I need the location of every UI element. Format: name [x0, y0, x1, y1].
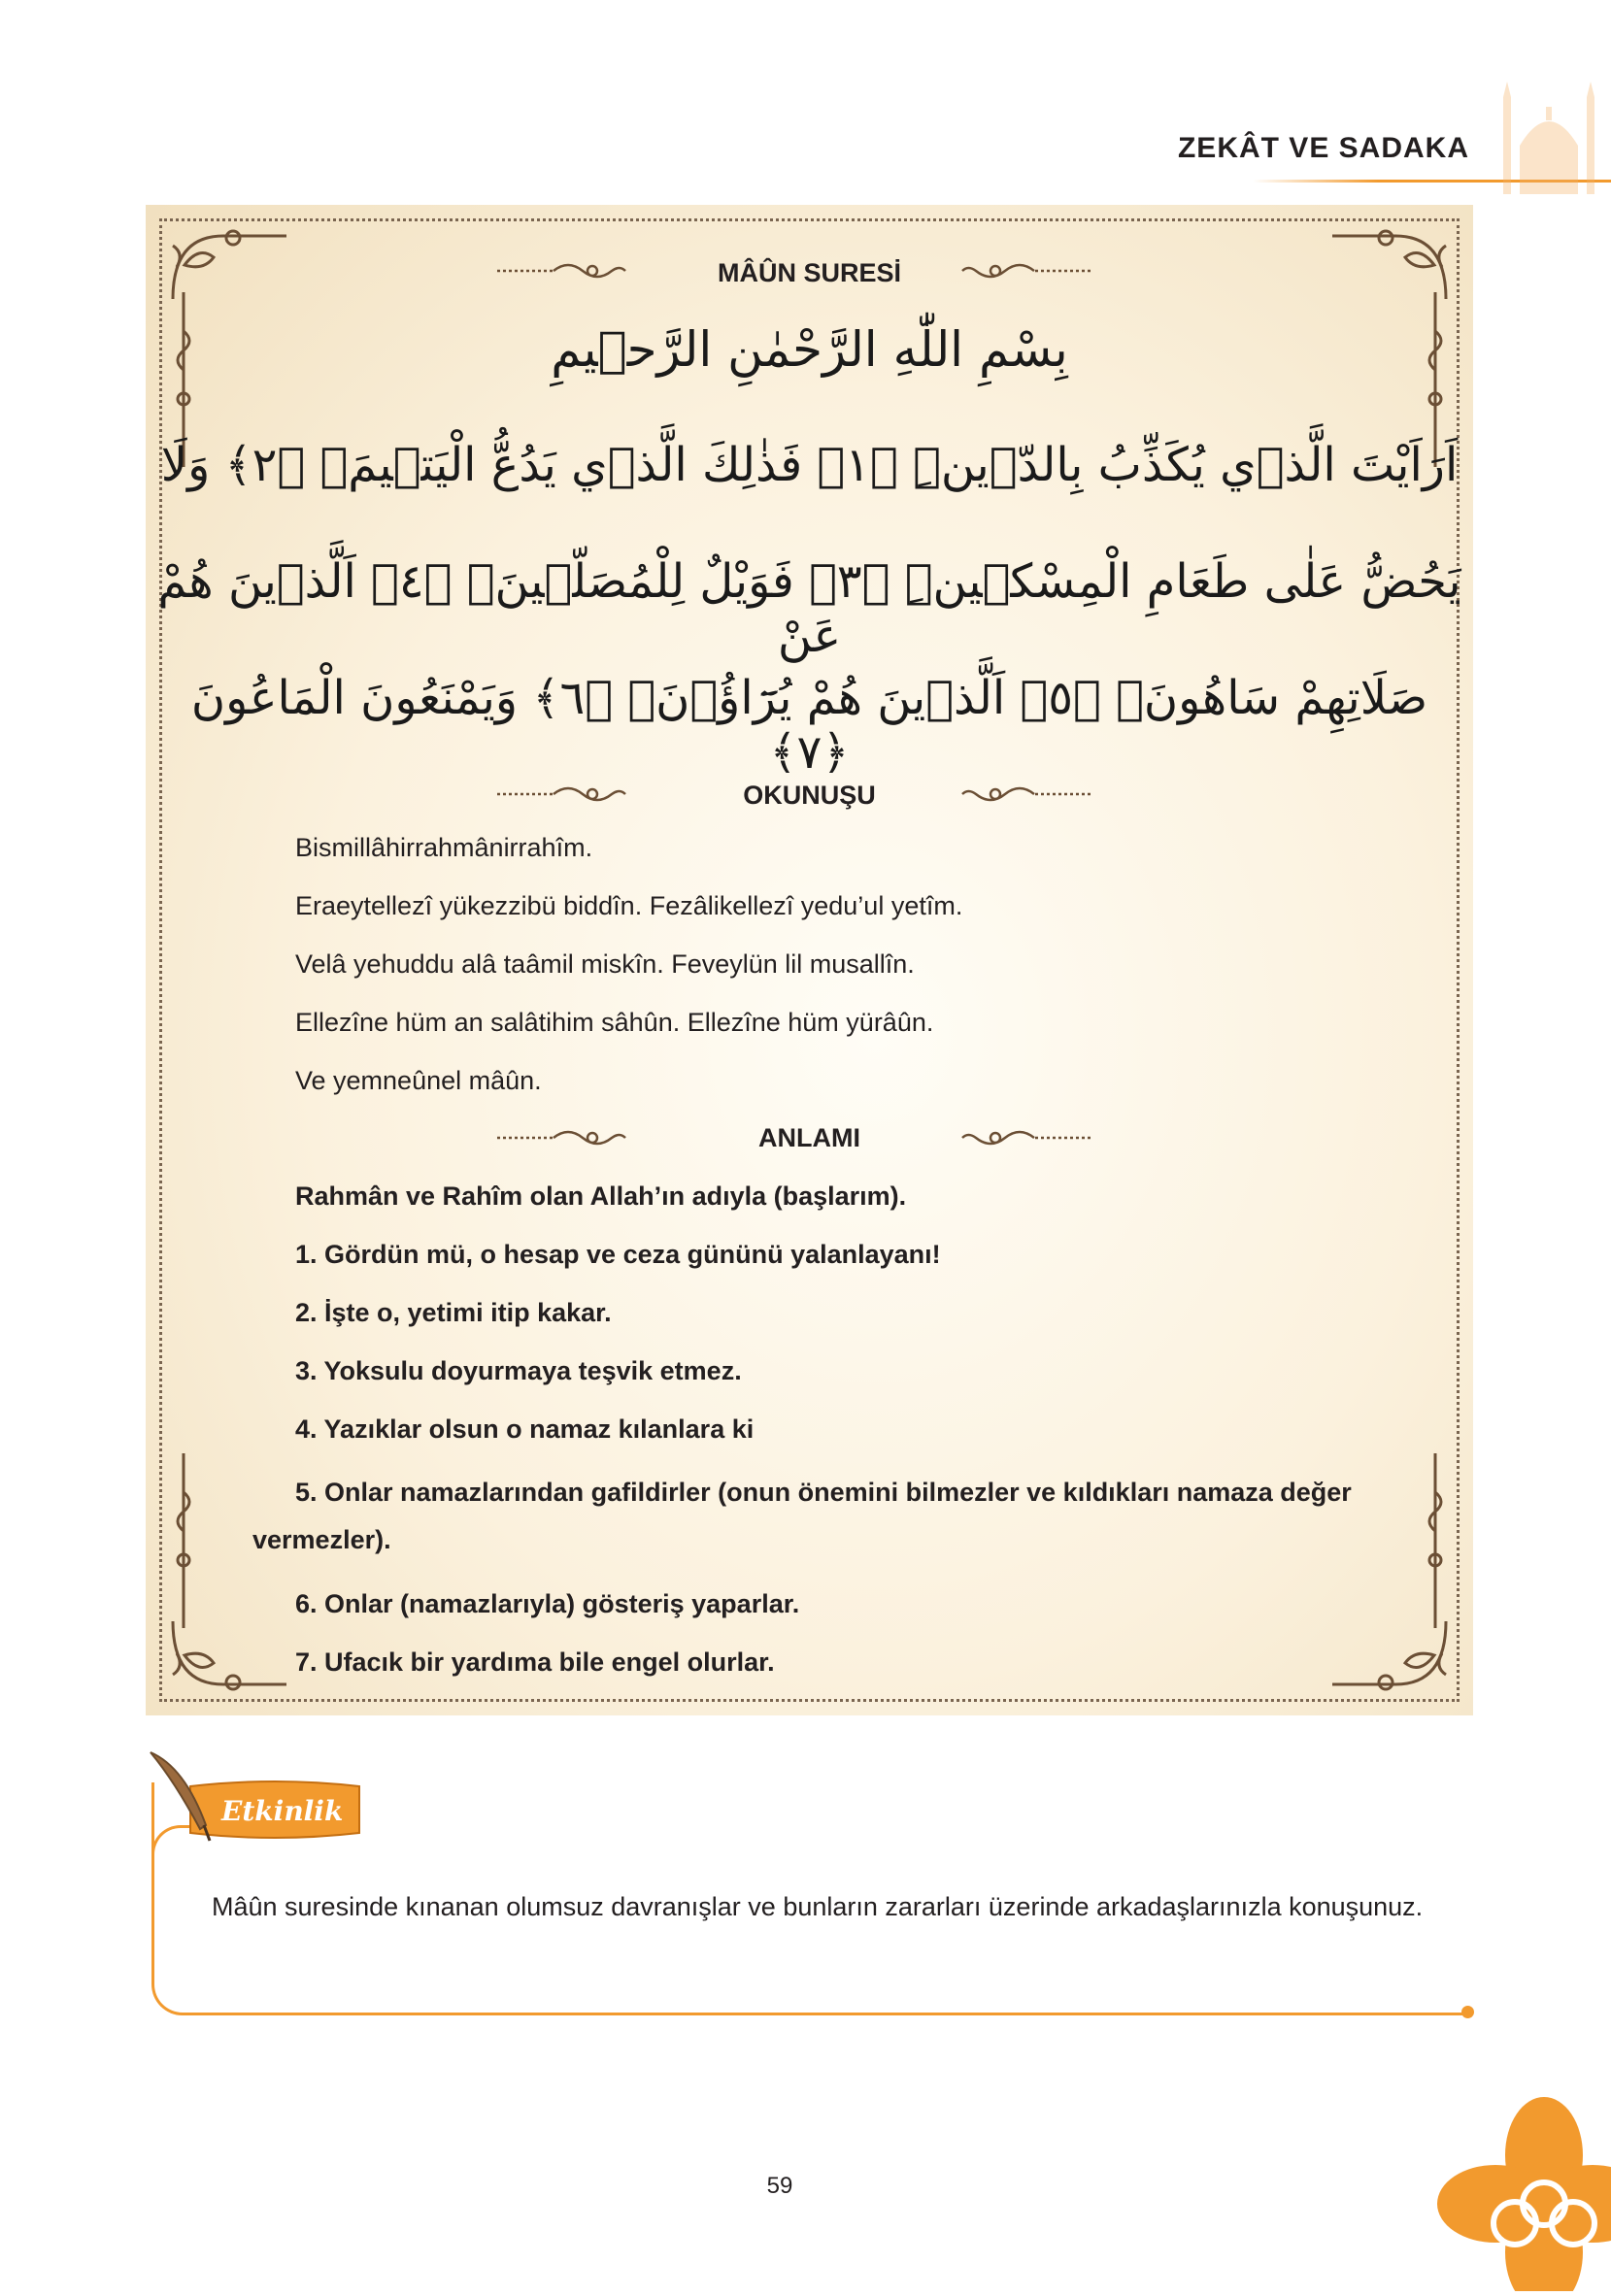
okunus-line: Ellezîne hüm an salâtihim sâhûn. Ellezîne hüm yürâûn. [295, 1008, 934, 1037]
flourish-right-icon [957, 256, 1092, 285]
okunus-line: Ve yemneûnel mâûn. [295, 1066, 542, 1095]
quill-icon [146, 1747, 223, 1845]
meaning-line: 2. İşte o, yetimi itip kakar. [295, 1298, 612, 1327]
side-ornament-icon [171, 1453, 196, 1628]
meaning-line: 7. Ufacık bir yardıma bile engel olurlar. [295, 1647, 775, 1677]
flower-ornament-icon [1437, 2097, 1611, 2291]
activity-text: Mâûn suresinde kınanan olumsuz davranışlar ve bunların zararları üzerinde arkadaşlarınızla konuşunuz. [212, 1892, 1424, 1921]
activity-box-end-dot [1461, 2006, 1474, 2018]
meaning-line: 3. Yoksulu doyurmaya teşvik etmez. [295, 1356, 742, 1385]
meaning-line: 5. Onlar namazlarından gafildirler (onun önemini bilmezler ve kıldıkları namaza değer vermezler). [252, 1478, 1352, 1554]
surah-title: MÂÛN SURESİ [717, 258, 901, 287]
okunus-line: Eraeytellezî yükezzibü biddîn. Fezâlikellezî yedu’ul yetîm. [295, 891, 963, 920]
okunus-line: Velâ yehuddu alâ taâmil miskîn. Feveylün lil musallîn. [295, 949, 915, 979]
okunus-line: Bismillâhirrahmânirrahîm. [295, 833, 593, 862]
okunus-heading: OKUNUŞU [743, 781, 876, 810]
meaning-line: Rahmân ve Rahîm olan Allah’ın adıyla (başlarım). [295, 1181, 907, 1211]
arabic-ayah-line: يَحُضُّ عَلٰى طَعَامِ الْمِسْك۪ينِۜ ﴿٣﴾ فَوَيْلٌ لِلْمُصَلّ۪ينَۙ ﴿٤﴾ اَلَّذ۪ينَ هُمْ عَنْ [157, 554, 1461, 663]
mosque-silhouette-icon [1495, 78, 1602, 194]
meaning-line: 6. Onlar (namazlarıyla) gösteriş yaparlar. [295, 1589, 800, 1618]
arabic-ayah-line: اَرَاَيْتَ الَّذ۪ي يُكَذِّبُ بِالدّ۪ينِۜ ﴿١﴾ فَذٰلِكَ الَّذ۪ي يَدُعُّ الْيَت۪يمَۙ ﴿٢﴾ وَلَا [160, 438, 1459, 492]
anlam-heading: ANLAMI [758, 1123, 860, 1152]
meaning-line: 1. Gördün mü, o hesap ve ceza gününü yalanlayanı! [295, 1240, 941, 1269]
chapter-title: ZEKÂT VE SADAKA [1177, 132, 1469, 164]
arabic-ayah-line: صَلَاتِهِمْ سَاهُونَۙ ﴿٥﴾ اَلَّذ۪ينَ هُمْ يُرَٓاؤُ۫نَۙ ﴿٦﴾ وَيَمْنَعُونَ الْمَاعُونَ ﴿٧﴾ [190, 671, 1428, 780]
page-number: 59 [766, 2173, 793, 2199]
activity-label: Etkinlik [221, 1795, 344, 1827]
bismillah-arabic: بِسْمِ اللّٰهِ الرَّحْمٰنِ الرَّح۪يمِ [551, 321, 1068, 378]
meaning-line: 4. Yazıklar olsun o namaz kılanlara ki [295, 1414, 755, 1444]
flourish-right-icon [957, 780, 1092, 809]
flourish-right-icon [957, 1123, 1092, 1152]
surah-panel [146, 205, 1473, 1715]
